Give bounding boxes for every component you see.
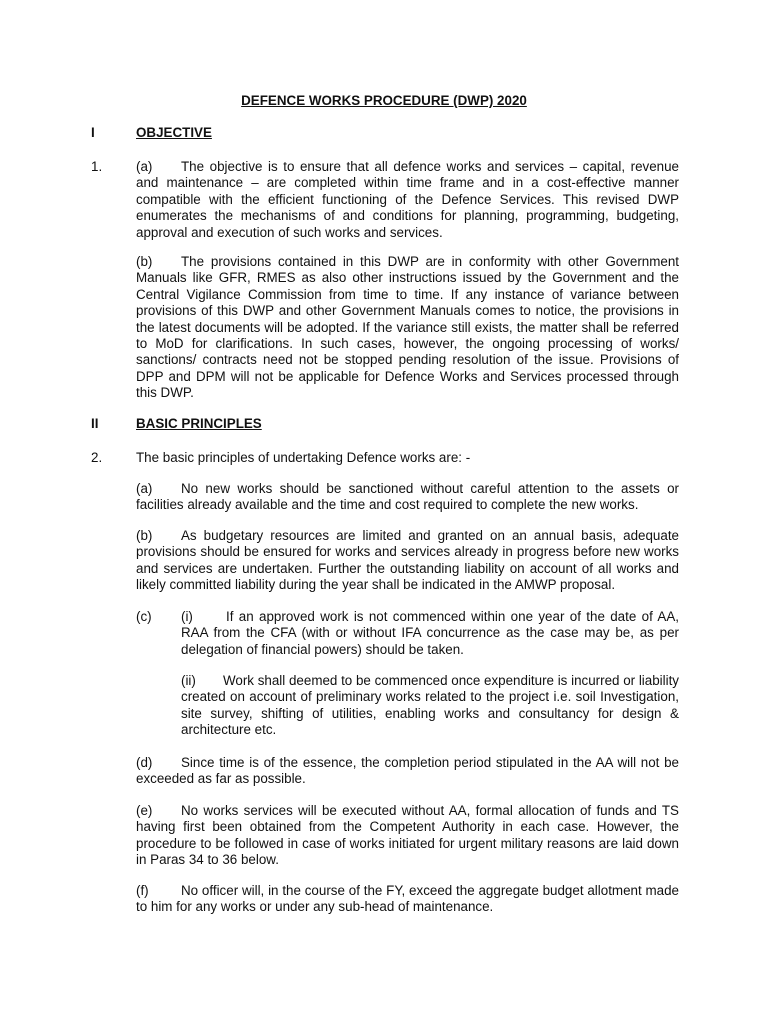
- clause-text: As budgetary resources are limited and granted on an annual basis, adequate provisions should be ensured for works and services already in progress before new works and services are undertaken. Further the outstanding liability on account of all works and likely committed liability during the year shall be indicated in the AMWP proposal.: [136, 528, 679, 593]
- clause-text: The objective is to ensure that all defence works and services – capital, revenue and maintenance – are completed within time frame and in a cost-effective manner compatible with the efficient functioning of the Defence Services. This revised DWP enumerates the mechanisms of and conditions for planning, programming, budgeting, approval and execution of such works and services.: [136, 159, 679, 240]
- clause-text: No new works should be sanctioned without careful attention to the assets or facilities already available and the time and cost required to complete the new works.: [136, 481, 679, 513]
- paragraph-1b: [136, 254, 679, 402]
- clause-label: (b): [136, 528, 153, 543]
- subclause-text: If an approved work is not commenced within one year of the date of AA, RAA from the CFA (with or without IFA concurrence as the case may be, as per delegation of financial powers) should be taken.: [181, 609, 679, 657]
- clause-text: The provisions contained in this DWP are in conformity with other Government Manuals like GFR, RMES as also other instructions issued by the Government and the Central Vigilance Commission from time to time. If any instance of variance between provisions of this DWP and other Government Manuals comes to notice, the provisions in the latest documents will be adopted. If the variance still exists, the matter shall be referred to MoD for clarifications. In such cases, however, the ongoing processing of works/ sanctions/ contracts need not be stopped pending resolution of the issue. Provisions of DPP and DPM will not be applicable for Defence Works and Services processed through this DWP.: [136, 254, 679, 401]
- paragraph-2b: [136, 528, 679, 594]
- paragraph-2d: [136, 755, 679, 788]
- clause-label: (a): [136, 481, 153, 496]
- paragraph-number: 2.: [91, 450, 103, 465]
- paragraph-2c-i: [181, 609, 679, 658]
- paragraph-number: 1.: [91, 159, 103, 174]
- clause-text: No works services will be executed without AA, formal allocation of funds and TS having first been obtained from the Competent Authority in each case. However, the procedure to be followed in case of works initiated for urgent military reasons are laid down in Paras 34 to 36 below.: [136, 803, 679, 868]
- clause-text: Since time is of the essence, the completion period stipulated in the AA will not be exceeded as far as possible.: [136, 755, 679, 787]
- section-number: I: [91, 125, 95, 140]
- paragraph-1a: [136, 159, 679, 241]
- clause-text: No officer will, in the course of the FY, exceed the aggregate budget allotment made to him for any works or under any sub-head of maintenance.: [136, 883, 679, 915]
- clause-label: (d): [136, 755, 153, 770]
- clause-label: (a): [136, 159, 153, 174]
- subclause-label: (i): [181, 609, 193, 624]
- paragraph-2-intro: The basic principles of undertaking Defence works are: -: [136, 450, 471, 465]
- clause-label: (c): [136, 609, 152, 624]
- section-title: OBJECTIVE: [136, 125, 212, 140]
- paragraph-2c-ii: [181, 673, 679, 739]
- section-title: BASIC PRINCIPLES: [136, 416, 262, 431]
- paragraph-2e: [136, 803, 679, 869]
- paragraph-2a: [136, 481, 679, 514]
- section-number: II: [91, 416, 99, 431]
- clause-label: (f): [136, 883, 149, 898]
- paragraph-2f: [136, 883, 679, 916]
- document-title: DEFENCE WORKS PROCEDURE (DWP) 2020: [241, 93, 527, 108]
- subclause-label: (ii): [181, 673, 196, 688]
- clause-label: (e): [136, 803, 153, 818]
- clause-label: (b): [136, 254, 153, 269]
- subclause-text: Work shall deemed to be commenced once expenditure is incurred or liability created on account of preliminary works related to the project i.e. soil Investigation, site survey, shifting of utilities, enabling works and consultancy for design & architecture etc.: [181, 673, 680, 738]
